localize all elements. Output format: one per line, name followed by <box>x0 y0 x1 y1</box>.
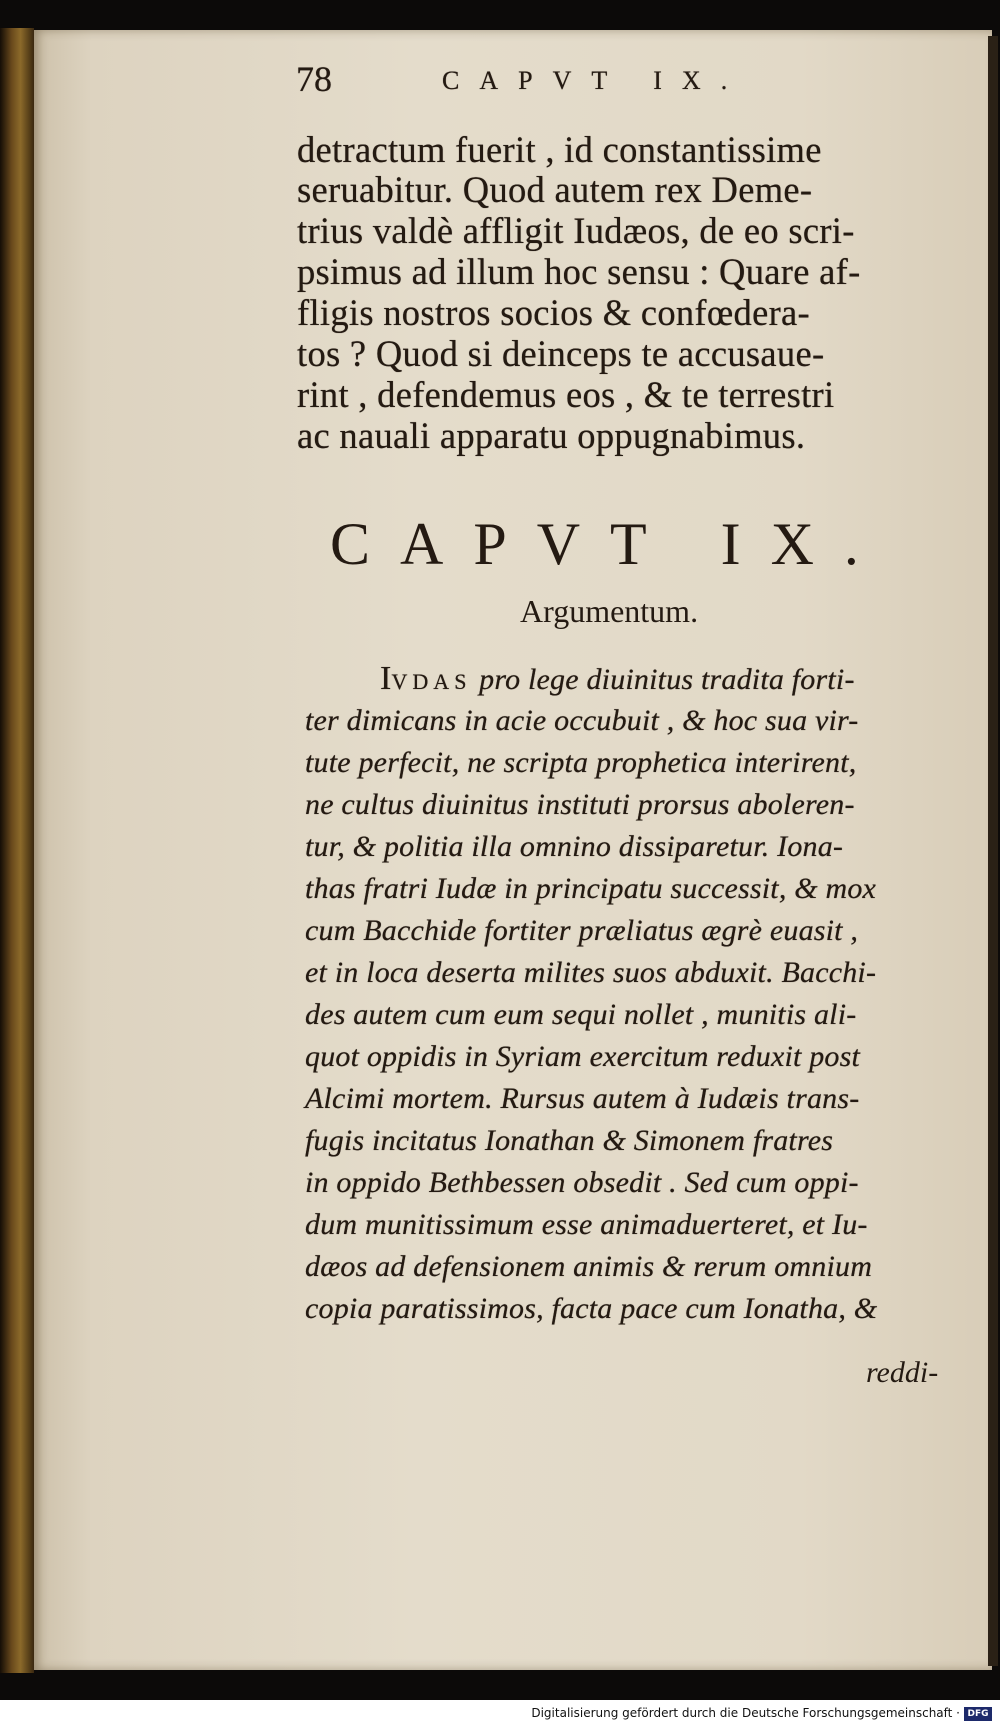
page-header <box>296 58 826 108</box>
text-line: et in loca deserta milites suos abduxit. Bacchi- <box>305 956 877 989</box>
argument-heading: Argumentum. <box>520 593 699 629</box>
text-line: tute perfecit, ne scripta prophetica interirent, <box>305 746 857 779</box>
text-line: fligis nostros socios & confœdera- <box>297 292 811 333</box>
text-line: tur, & politia illa omnino dissiparetur. Iona- <box>305 830 844 863</box>
text-line: in oppido Bethbessen obsedit . Sed cum oppi- <box>305 1166 859 1199</box>
text-line: tos ? Quod si deinceps te accusaue- <box>297 333 825 374</box>
page-number: 78 <box>296 59 332 99</box>
text-line: dæos ad defensionem animis & rerum omnium <box>305 1250 873 1283</box>
text-line: quot oppidis in Syriam exercitum reduxit post <box>305 1040 861 1073</box>
argument-first-line <box>380 660 1000 698</box>
text-line: ac nauali apparatu oppugnabimus. <box>297 415 806 456</box>
chapter-title: CAPVT IX. <box>330 511 889 577</box>
catchword: reddi- <box>866 1356 939 1389</box>
text-line: Alcimi mortem. Rursus autem à Iudæis trans- <box>305 1082 860 1115</box>
text-line: thas fratri Iudæ in principatu successit, & mox <box>305 872 877 905</box>
funding-credit: Digitalisierung gefördert durch die Deutsche Forschungsgemeinschaft · <box>531 1706 960 1720</box>
text-line: copia paratissimos, facta pace cum Ionatha, & <box>305 1292 878 1325</box>
text-line: detractum fuerit , id constantissime <box>297 129 822 170</box>
dfg-logo: DFG <box>964 1707 992 1721</box>
text-line: dum munitissimum esse animaduerteret, et Iu- <box>305 1208 868 1241</box>
text-line: fugis incitatus Ionathan & Simonem fratres <box>305 1124 834 1157</box>
small-caps-word: VDAS <box>391 669 472 694</box>
text-line: seruabitur. Quod autem rex Deme- <box>297 169 813 210</box>
text-line: rint , defendemus eos , & te terrestri <box>297 374 835 415</box>
drop-capital: I <box>380 660 392 697</box>
text-line: des autem cum eum sequi nollet , munitis ali- <box>305 998 857 1031</box>
running-head: CAPVT IX. <box>442 66 748 95</box>
text-line: ne cultus diuinitus instituti prorsus aboleren- <box>305 788 855 821</box>
text-line: trius valdè affligit Iudæos, de eo scri- <box>297 210 855 251</box>
text-line: cum Bacchide fortiter præliatus ægrè euasit , <box>305 914 859 947</box>
text-line: ter dimicans in acie occubuit , & hoc sua vir- <box>305 704 859 737</box>
text-line: psimus ad illum hoc sensu : Quare af- <box>297 251 861 292</box>
book-spine <box>0 28 34 1673</box>
text-line: pro lege diuinitus tradita forti- <box>471 663 855 696</box>
